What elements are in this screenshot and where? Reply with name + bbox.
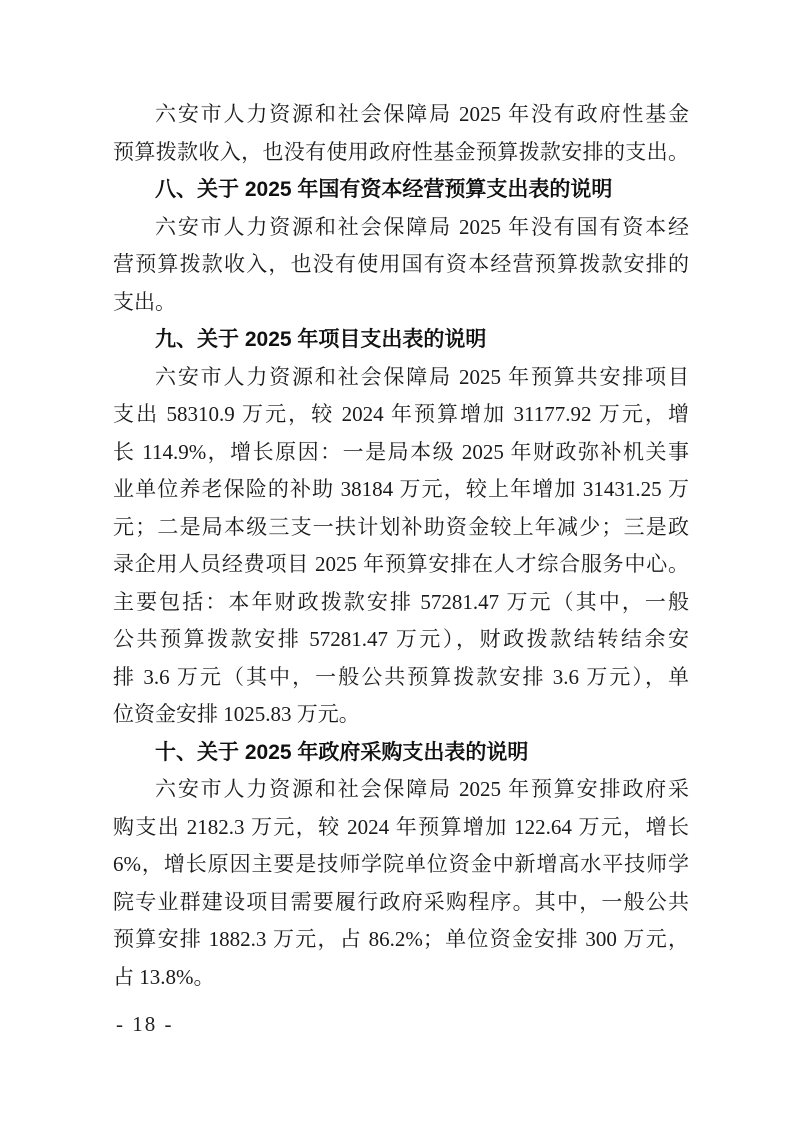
text-line: 六安市人力资源和社会保障局 2025 年没有国有资本经 — [155, 214, 689, 239]
section-heading: 十、关于 2025 年政府采购支出表的说明 — [155, 740, 529, 764]
text-line: 营预算拨款收入，也没有使用国有资本经营预算拨款安排的 — [113, 252, 689, 276]
text-line: 元；二是局本级三支一扶计划补助资金较上年减少；三是政 — [113, 514, 689, 539]
page-number: - 18 - — [116, 1012, 174, 1036]
text-line: 占 13.8%。 — [113, 964, 215, 989]
text-line: 主要包括：本年财政拨款安排 57281.47 万元（其中，一般 — [113, 589, 689, 614]
text-line: 录企用人员经费项目 2025 年预算安排在人才综合服务中心。 — [113, 552, 689, 576]
document-content — [113, 96, 689, 996]
text-line: 六安市人力资源和社会保障局 2025 年没有政府性基金 — [155, 102, 689, 126]
text-line: 6%，增长原因主要是技师学院单位资金中新增高水平技师学 — [113, 852, 689, 876]
text-line: 位资金安排 1025.83 万元。 — [113, 702, 360, 726]
text-line: 长 114.9%，增长原因：一是局本级 2025 年财政弥补机关事 — [113, 439, 689, 464]
text-line: 支出 58310.9 万元，较 2024 年预算增加 31177.92 万元，增 — [113, 402, 689, 426]
section-heading: 八、关于 2025 年国有资本经营预算支出表的说明 — [155, 178, 613, 201]
text-line: 排 3.6 万元（其中，一般公共预算拨款安排 3.6 万元），单 — [113, 664, 689, 689]
text-line: 购支出 2182.3 万元，较 2024 年预算增加 122.64 万元，增长 — [113, 814, 689, 839]
text-line: 六安市人力资源和社会保障局 2025 年预算安排政府采 — [155, 777, 689, 801]
text-line: 支出。 — [113, 289, 176, 314]
text-line: 六安市人力资源和社会保障局 2025 年预算共安排项目 — [155, 364, 689, 389]
text-line: 业单位养老保险的补助 38184 万元，较上年增加 31431.25 万 — [113, 477, 689, 501]
text-line: 院专业群建设项目需要履行政府采购程序。其中，一般公共 — [113, 889, 689, 914]
text-line: 预算拨款收入，也没有使用政府性基金预算拨款安排的支出。 — [113, 139, 689, 164]
section-heading: 九、关于 2025 年项目支出表的说明 — [155, 328, 487, 351]
text-line: 预算安排 1882.3 万元，占 86.2%；单位资金安排 300 万元， — [113, 927, 689, 951]
text-line: 公共预算拨款安排 57281.47 万元），财政拨款结转结余安 — [113, 627, 689, 651]
